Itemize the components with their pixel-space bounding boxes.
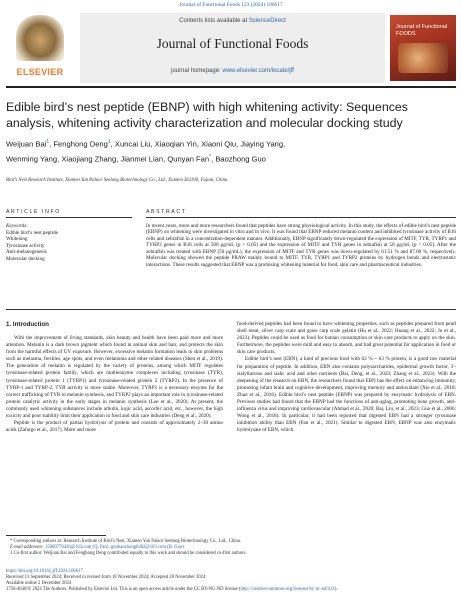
info-rule	[6, 217, 132, 218]
cover-image	[398, 43, 448, 73]
body-column-right	[237, 321, 456, 435]
author-line-1	[6, 136, 456, 151]
author-name[interactable]: Baozhong Guo	[215, 154, 266, 164]
author-marker[interactable]: *	[209, 154, 212, 161]
keywords-box	[6, 223, 126, 263]
author-separator: ,	[163, 154, 168, 164]
article-info-heading: ARTICLE INFO	[6, 209, 61, 215]
author-name[interactable]: Weijuan Bai	[6, 139, 47, 149]
abstract-rule	[146, 217, 456, 218]
intro-paragraph: food-derived peptides had been found to have whitening properties, such as peptides prepared from pearl shell meat, silver carp scale and grass carp scale gelatin (Hu et al., 2022; Huang et al., 2022; Jo et al., 2023). Peptides could be used as food for human consumption or skin care products to apply on the skin. Furthermore, the peptides were mild and easy to absorb, and had great potential for application in food or skin care products.	[237, 321, 456, 356]
keyword-item: Anti-melanogenesis	[6, 249, 47, 256]
article-title: Edible bird’s nest peptide (EBNP) with high whitening activity: Sequences analysis, whitening activity characterization and molecular docking study	[6, 100, 408, 130]
author-separator: ,	[283, 139, 286, 149]
keywords-list	[6, 230, 126, 263]
intro-paragraph: With the improvement of living standards, skin beauty and health have been paid more and more attention. Melanin is a dark brown pigment which found in animal skin and hair, and protects the skin from the harmful effects of UV exposure. However, excessive melanin formation leads to skin problems such as melasma, freckles, age spots, and even melanoma and other related diseases (Shen et al., 2019). The generation of melanin is regulated by the variety of proteins, among which MITF regulates tyrosinase-related protein family, which are multienzyme complexes including tyrosinase (TYR), tyrosinase-related protein 1 (TYRP1) and tyrosinase-related protein 2 (TYRP2). In the presence of TYRP-1 and TYRP-2, TYR activity is more stable. Moreover, TYRP1 is a necessary enzyme for the correct trafficking of TYR to melanin synthesis, and TYRP2 plays an important role in tyrosinase-related protein catalytic activity in the early stages in melanin synthesis (Lee et al., 2020). At present, the commonly used whitening substances include arbutin, kojic acid, ascorbic acid, etc., however, the high toxicity and poor stability limit their application in food and skin care industries (Deng et al., 2020).	[6, 335, 223, 420]
author-separator: ,	[150, 139, 155, 149]
sciencedirect-link[interactable]: ScienceDirect	[248, 18, 286, 24]
homepage-line: journal homepage: www.elsevier.com/locate/jff	[171, 68, 294, 74]
available-online: Available online 2 December 2024	[6, 581, 72, 587]
license-link[interactable]: http://creativecommons.org/licenses/by-nc-nd/4.0/	[240, 587, 335, 593]
email-label: E-mail addresses:	[10, 545, 44, 551]
author-name[interactable]: Jianmei Lian	[120, 154, 164, 164]
author-marker[interactable]: 1	[107, 139, 111, 145]
doi-link[interactable]: https://doi.org/10.1016/j.jff.2024.106617	[6, 569, 83, 574]
author-separator: ,	[49, 139, 54, 149]
body-column-left	[6, 335, 223, 434]
author-line-2	[6, 151, 456, 166]
keyword-item: Edible bird’s nest peptide	[6, 229, 58, 236]
author-separator: ,	[57, 154, 62, 164]
article-metadata	[6, 569, 456, 593]
homepage-link[interactable]: www.elsevier.com/locate/jff	[222, 68, 294, 74]
intro-paragraph: Edible bird’s nest (EBN), a kind of precious food with 62 % ~ 63 % protein, is a good raw material for preparation of peptide. In addition, EBN also contains polysaccharides, epidermal growth factor, 3′-sialyllactose and sialic acid and other nutrients (Bai, Deng, et al., 2023; Zhang et al., 2023). With the deepening of the research on EBN, the researchers found that EBN has the effect on enhancing immunity, promoting infant brain and cognitive development, improving memory and antioxidant (Xie et al., 2018; Zhao et al., 2016). Edible bird’s nest peptide (EBNP) was prepared by enzymatic hydrolysis of EBN. Previous studies had found that the EBNP had the functions of anti-aging, promoting bone growth, anti-influenza virus and improving cardiovascular (Ahmad et al., 2020; Bai, Liu, et al., 2023; Guo et al., 2006; Wong et al., 2018). In particular, it had been reported that digested EBN had a stronger tyrosinase inhibition ability than EBN (Fan et al., 2021). Similar to digested EBN, EBNP was also enzymatic hydrolysate of EBN, which	[237, 356, 456, 434]
introduction-heading: 1. Introduction	[6, 321, 49, 328]
elsevier-tree-icon	[16, 15, 64, 61]
cover-title: Journal of Functional FOODS	[396, 24, 448, 37]
author-name[interactable]: Xiaoni Qiu	[201, 139, 237, 149]
author-name[interactable]: Jiaying Yang	[240, 139, 284, 149]
journal-reference[interactable]: Journal of Functional Foods 123 (2024) 106617	[179, 2, 283, 8]
keyword-item: Molecular docking	[6, 255, 45, 262]
intro-paragraph: Peptide is the product of partial hydrolysis of protein and consists of approximately 2–30 amino acids (Zafargo et al., 2017). More and more	[6, 420, 223, 434]
abstract-heading: ABSTRACT	[146, 209, 187, 215]
journal-name: Journal of Functional Foods	[156, 36, 309, 51]
author-name[interactable]: Fenghong Deng	[53, 139, 108, 149]
author-separator: ,	[116, 154, 121, 164]
author-name[interactable]: Xiaojiang Zhang	[61, 154, 117, 164]
author-separator: ,	[236, 139, 241, 149]
keyword-item: Tyrosinase activity	[6, 242, 45, 249]
corresponding-author-note: * Corresponding authors at: Research Institute of Bird’s Nest, Xiamen Yan Palace Seelong Biotechnology Co., Ltd., China.	[10, 539, 242, 544]
author-name[interactable]: Wenming Yang	[6, 154, 58, 164]
journal-banner	[80, 13, 385, 83]
author-marker[interactable]: 1	[46, 139, 50, 145]
footnote-rule	[6, 535, 106, 536]
keywords-label: Keywords:	[6, 223, 28, 229]
author-separator: ,	[196, 139, 202, 149]
elsevier-wordmark: ELSEVIER	[16, 67, 64, 77]
affiliation: Bird’s Nest Research Institute, Xiamen Yan Palace Seelong Biotechnology Co., Ltd., Xiamen 361100, Fujian, China	[6, 178, 228, 183]
email-addresses[interactable]: 15860770426@163.com (Q. Fan), guobaozhong0482@163.com (B. Guo).	[44, 545, 185, 551]
author-separator: ,	[110, 139, 115, 149]
author-list	[6, 136, 456, 166]
co-first-author-note: 1 Co-first author: Weijuan Bai and Fenghong Deng contributed equally to this work and should be considered co-first authors.	[10, 551, 247, 557]
keyword-item: Whitening	[6, 236, 28, 243]
author-name[interactable]: Xiaoqian Yin	[154, 139, 197, 149]
author-separator: ,	[211, 154, 216, 164]
header-divider	[6, 86, 456, 88]
author-name[interactable]: Qunyan Fan	[167, 154, 210, 164]
received-dates: Received 13 September 2024; Received in revised form 18 November 2024; Accepted 28 November 2024	[6, 575, 206, 581]
license-statement: 1756-4646/© 2024 The Authors. Published by Elsevier Ltd. This is an open access article under the CC BY-NC-ND license (http://creativecommons.org/licenses/by-nc-nd/4.0/).	[6, 587, 338, 593]
journal-header	[6, 13, 456, 83]
abstract-text: In recent years, more and more researchers found that peptides have strong physiological activity. In this study, the effects of edible bird’s nest peptide (EBNP) on whitening were investigated in vitro and in vivo. It was found that EBNP reduced melanin content and inhibited tyrosinase activity of B16 cells and zebrafish in a concentration-dependent manner. Additionally, EBNP significantly down-regulated the expression of MITF, TYR, TYRP1 and TYRP2 genes in B16 cells at 500 μg/mL (p < 0.05) and the expression of MITF and TYR genes in zebrafish at 50 μg/mL (p < 0.05). After the zebrafish was treated with EBNP (50 μg/mL), the expression of MITF and TYR genes was down-regulated by 61.51 % and 87.00 %, respectively. Molecular docking showed the peptide PRAW mainly bound to MITF, TYR, TYRP1 and TYRP2 proteins by hydrogen bonds and electrostatic interactions. These results suggested that EBNP was a promising whitening material for food, skin care and pharmaceutical industries.	[146, 223, 456, 268]
author-name[interactable]: Xuncai Liu	[114, 139, 151, 149]
journal-cover-thumbnail[interactable]	[390, 15, 456, 81]
elsevier-logo[interactable]	[6, 15, 74, 81]
body-divider	[6, 309, 456, 310]
contents-line: Contents lists available at ScienceDirect	[179, 18, 286, 24]
footnotes	[6, 539, 456, 557]
